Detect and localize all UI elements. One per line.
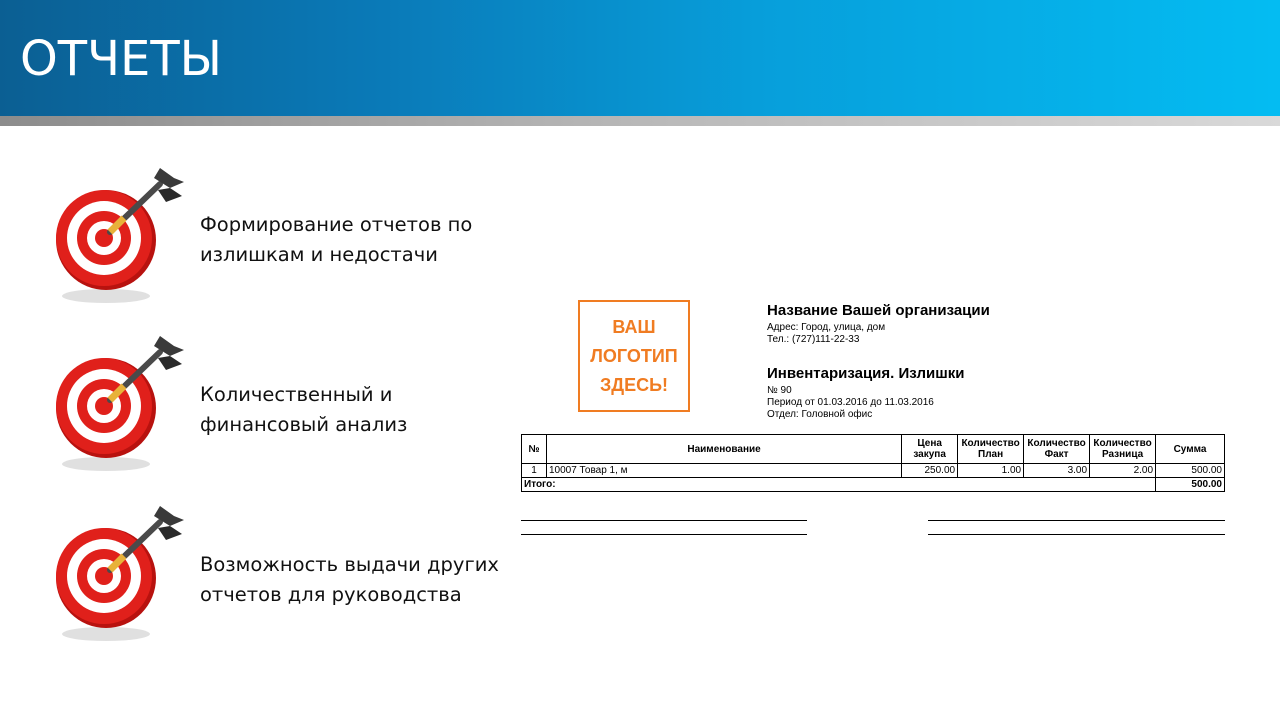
- bullet-text: Формирование отчетов по излишкам и недостачи: [200, 213, 473, 266]
- document-title: Инвентаризация. Излишки: [767, 365, 965, 382]
- column-header: Цена закупа: [902, 435, 958, 464]
- title-bar-strip: [0, 116, 1280, 126]
- report-table: [521, 434, 1225, 492]
- signature-line: [928, 520, 1225, 521]
- column-header: Сумма: [1156, 435, 1225, 464]
- target-icon: [50, 168, 190, 308]
- bullet-item: [50, 168, 510, 308]
- column-header: Количество Разница: [1090, 435, 1156, 464]
- bullet-item: [50, 506, 510, 646]
- logo-placeholder: ВАШ ЛОГОТИП ЗДЕСЬ!: [578, 300, 690, 412]
- table-total-row: [522, 478, 1225, 492]
- column-header: №: [522, 435, 547, 464]
- organization-name: Название Вашей организации: [767, 302, 990, 319]
- bullet-text: Возможность выдачи других отчетов для руководства: [200, 553, 499, 606]
- organization-address: Адрес: Город, улица, дом: [767, 322, 886, 333]
- organization-phone: Тел.: (727)111-22-33: [767, 334, 860, 345]
- column-header: Количество Факт: [1024, 435, 1090, 464]
- signature-line: [521, 534, 807, 535]
- target-icon: [50, 506, 190, 646]
- bullet-item: [50, 336, 510, 476]
- target-icon: [50, 336, 190, 476]
- slide-title: ОТЧЕТЫ: [20, 31, 223, 87]
- table-header-row: [522, 435, 1225, 464]
- document-period: Период от 01.03.2016 до 11.03.2016: [767, 397, 934, 408]
- column-header: Наименование: [546, 435, 901, 464]
- table-row: 1 10007 Товар 1, м 250.00 1.00 3.00 2.00 500.00: [522, 464, 1225, 478]
- total-label: Итого:: [522, 478, 1156, 492]
- signature-line: [928, 534, 1225, 535]
- bullet-text: Количественный и финансовый анализ: [200, 383, 408, 436]
- document-number: № 90: [767, 385, 792, 396]
- report-preview: [520, 296, 1228, 546]
- signature-line: [521, 520, 807, 521]
- column-header: Количество План: [958, 435, 1024, 464]
- document-department: Отдел: Головной офис: [767, 409, 873, 420]
- total-sum: 500.00: [1156, 478, 1225, 492]
